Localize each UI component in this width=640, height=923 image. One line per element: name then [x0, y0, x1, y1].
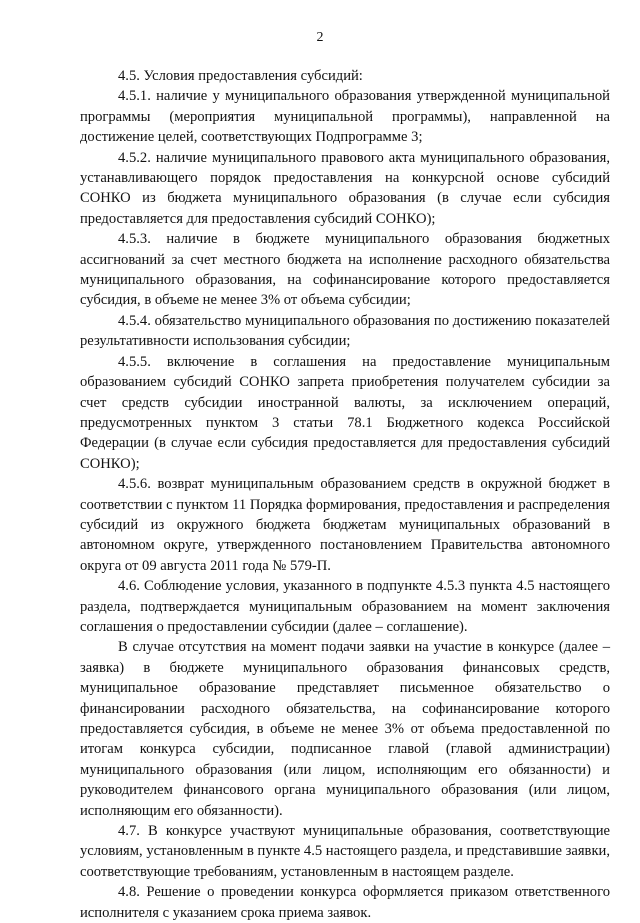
paragraph-4-6: 4.6. Соблюдение условия, указанного в подпункте 4.5.3 пункта 4.5 настоящего раздела, подтверждается муниципальным образованием на момент заключения соглашения о предоставлении субсидии (далее – соглашение). [80, 578, 610, 635]
paragraph-4-5: 4.5. Условия предоставления субсидий: [118, 68, 363, 84]
paragraph-4-5-2: 4.5.2. наличие муниципального правового акта муниципального образования, устанавливающего порядок предоставления на конкурсной основе субсидий СОНКО из бюджета муниципального образования (в случае если субсидия предоставляется для предоставления субсидий СОНКО); [80, 149, 610, 227]
paragraph-4-8: 4.8. Решение о проведении конкурса оформляется приказом ответственного исполнителя с указанием срока приема заявок. [80, 884, 610, 921]
page-number: 2 [316, 30, 324, 45]
paragraph-4-6-continuation: В случае отсутствия на момент подачи заявки на участие в конкурсе (далее – заявка) в бюджете муниципального образования финансовых средств, муниципальное образование представляет письменное обязательство о финансировании расходного обязательства, на софинансирование которого предоставляется субсидия, в объеме не менее 3% от объема предоставленной по итогам конкурса субсидии, подписанное главой (главой администрации) муниципального образования (или лицом, исполняющим его обязанности) и руководителем финансового органа муниципального образования (или лицом, исполняющим его обязанности). [80, 639, 610, 819]
paragraph-4-7: 4.7. В конкурсе участвуют муниципальные образования, соответствующие условиям, установленным в пункте 4.5 настоящего раздела, и представившие заявки, соответствующие требованиям, установленным в настоящем разделе. [80, 823, 610, 880]
document-body [80, 66, 610, 923]
paragraph-4-5-6: 4.5.6. возврат муниципальным образованием средств в окружной бюджет в соответствии с пунктом 11 Порядка формирования, предоставления и распределения субсидий из окружного бюджета бюджетам муниципальных образований в автономном округе, утвержденного постановлением Правительства автономного округа от 09 августа 2011 года № 579-П. [80, 476, 610, 574]
paragraph-4-5-4: 4.5.4. обязательство муниципального образования по достижению показателей результативности использования субсидии; [80, 312, 610, 350]
paragraph-4-5-3: 4.5.3. наличие в бюджете муниципального образования бюджетных ассигнований за счет местного бюджета на исполнение расходного обязательства муниципального образования, на софинансирование которого предоставляется субсидия, в объеме не менее 3% от объема субсидии; [80, 231, 610, 309]
paragraph-4-5-5: 4.5.5. включение в соглашения на предоставление муниципальным образованием субсидий СОНКО запрета приобретения получателем субсидии за счет средств субсидии иностранной валюты, за исключением операций, предусмотренных пунктом 3 статьи 78.1 Бюджетного кодекса Российской Федерации (в случае если субсидия предоставляется для предоставления субсидий СОНКО); [80, 353, 610, 472]
paragraph-4-5-1: 4.5.1. наличие у муниципального образования утвержденной муниципальной программы (мероприятия муниципальной программы), направленной на достижение целей, соответствующих Подпрограмме 3; [80, 88, 610, 146]
